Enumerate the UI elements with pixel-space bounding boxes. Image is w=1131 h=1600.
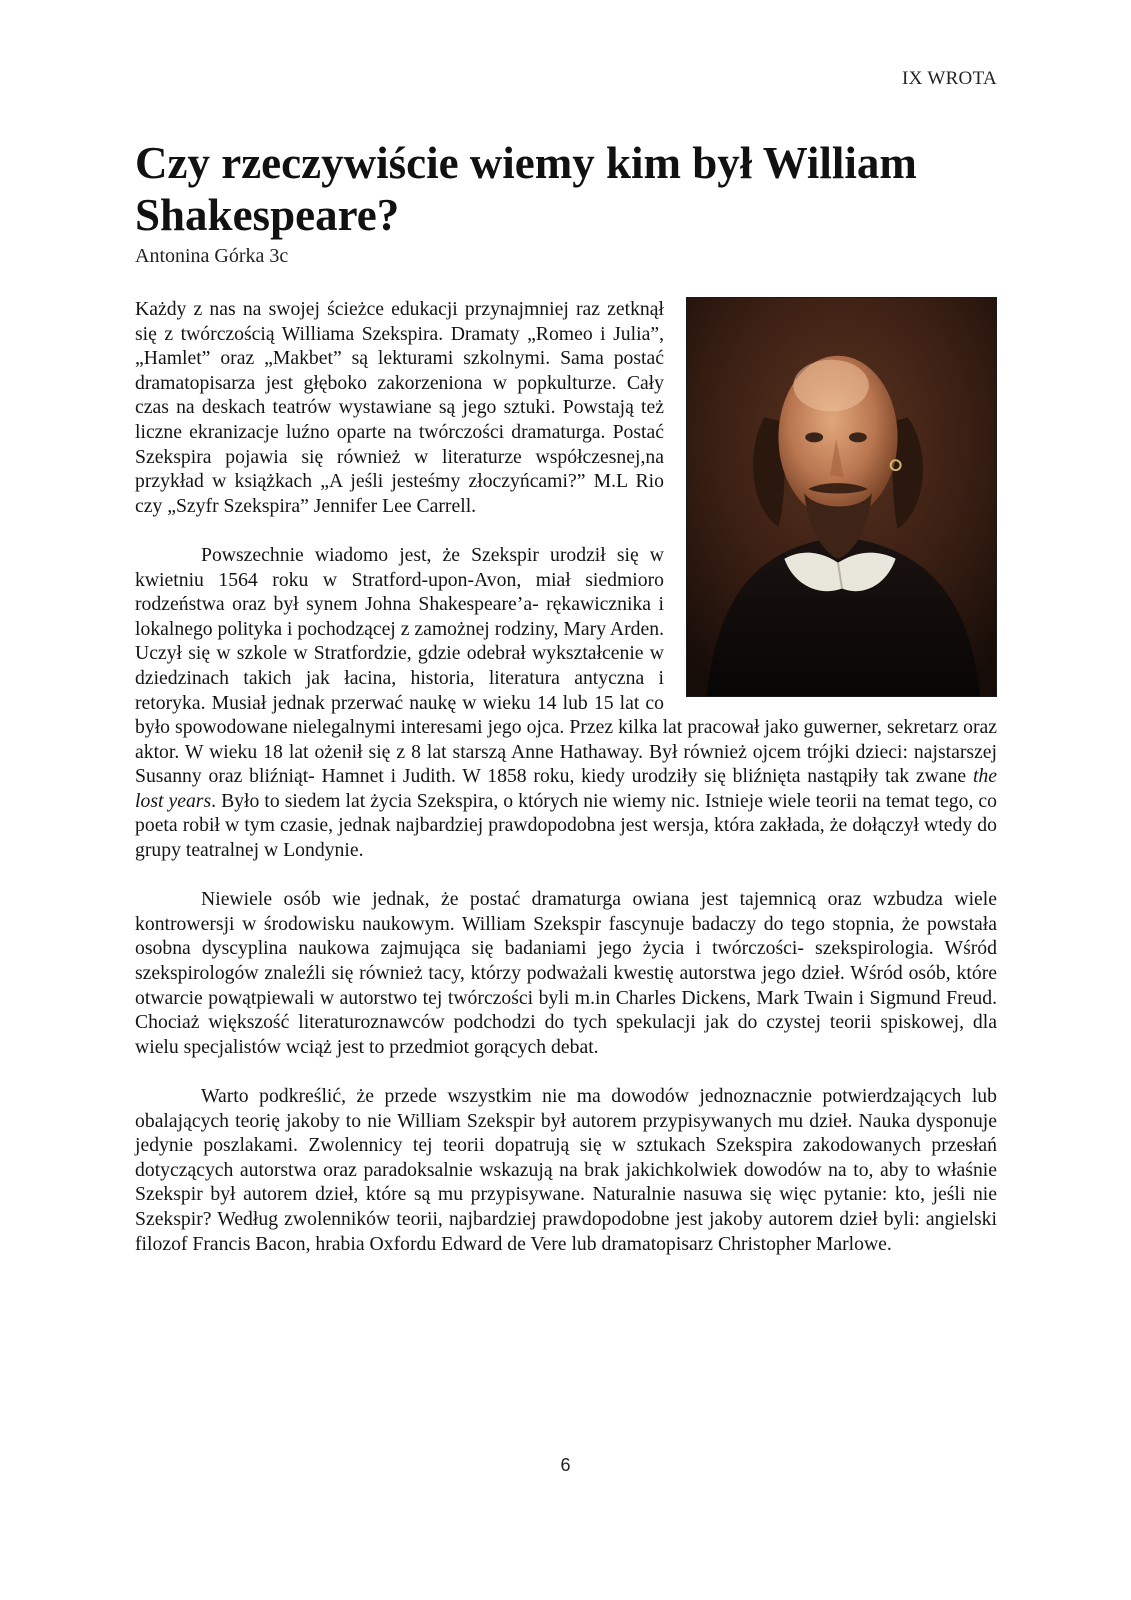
article-paragraph-3: Niewiele osób wie jednak, że postać dramaturga owiana jest tajemnicą oraz wzbudza wiele kontrowersji w środowisku naukowym. William Szekspir fascynuje badaczy do tego stopnia, że powstała osobna dyscyplina naukowa zajmująca się badaniami jego życia i twórczości- szekspirologia. Wśród szekspirologów znaleźli się również tacy, którzy podważali kwestię autorstwa jego dzieł. Wśród osób, które otwarcie powątpiewali w autorstwo tej twórczości byli m.in Charles Dickens, Mark Twain i Sigmund Freud. Chociaż większość literaturoznawców podchodzi do tych spekulacji jak do czystej teorii spiskowej, dla wielu specjalistów wciąż jest to przedmiot gorących debat.	[135, 888, 997, 1058]
page-number: 6	[560, 1455, 571, 1475]
article-paragraph-2-text-a: Powszechnie wiadomo jest, że Szekspir urodził się w kwietniu 1564 roku w Stratford-upon-Avon, miał siedmioro rodzeństwa oraz był synem Johna Shakespeare’a- rękawicznika i lokalnego polityka i pochodzącej z zamożnej rodziny, Mary Arden. Uczył się w szkole w Stratfordzie, gdzie odebrał wykształcenie w dziedzinach takich jak łacina, historia, literatura antyczna i retoryka. Musiał jednak przerwać naukę w wieku 14 lub 15 lat co było spowodowane nielegalnymi interesami jego ojca. Przez kilka lat pracował jako guwerner, sekretarz oraz aktor. W wieku 18 lat ożenił się z 8 lat starszą Anne Hathaway. Był również ojcem trójki dzieci: najstarszej Susanny oraz bliźniąt- Hamnet i Judith. W 1858 roku, kiedy urodziły się bliźnięta nastąpiły tak zwane	[135, 543, 997, 788]
the-lost-years-italic: the lost years	[135, 765, 997, 812]
shakespeare-portrait-image	[686, 297, 997, 697]
article-body	[135, 297, 997, 1256]
publication-header: IX WROTA	[902, 68, 997, 89]
article-paragraph-4: Warto podkreślić, że przede wszystkim nie ma dowodów jednoznacznie potwierdzających lub obalających teorię jakoby to nie William Szekspir był autorem przypisywanych mu dzieł. Nauka dysponuje jedynie poszlakami. Zwolennicy tej teorii dopatrują się w sztukach Szekspira zakodowanych przesłań dotyczących autorstwa oraz paradoksalnie wskazują na brak jakichkolwiek dowodów na to, aby to właśnie Szekspir był autorem dzieł, które są mu przypisywane. Naturalnie nasuwa się więc pytanie: kto, jeśli nie Szekspir? Według zwolenników teorii, najbardziej prawdopodobne jest jakoby autorem dzieł byli: angielski filozof Francis Bacon, hrabia Oxfordu Edward de Vere lub dramatopisarz Christopher Marlowe.	[135, 1085, 997, 1255]
article-paragraph-1: Każdy z nas na swojej ścieżce edukacji przynajmniej raz zetknął się z twórczością Williama Szekspira. Dramaty „Romeo i Julia”, „Hamlet” oraz „Makbet” są lekturami szkolnymi. Sama postać dramatopisarza jest głęboko zakorzeniona w popkulturze. Cały czas na deskach teatrów wystawiane są jego sztuki. Powstają też liczne ekranizacje luźno oparte na twórczości dramaturga. Postać Szekspira pojawia się również w literaturze współczesnej,na przykład w książkach „A jeśli jesteśmy złoczyńcami?” M.L Rio czy „Szyfr Szekspira” Jennifer Lee Carrell.	[135, 298, 664, 517]
article-author: Antonina Górka 3c	[135, 245, 289, 267]
article-paragraph-2-text-b: . Było to siedem lat życia Szekspira, o których nie wiemy nic. Istnieje wiele teorii na temat tego, co poeta robił w tym czasie, jednak najbardziej prawdopodobna jest wersja, która zakłada, że dołączył wtedy do grupy teatralnej w Londynie.	[135, 789, 998, 862]
article-title: Czy rzeczywiście wiemy kim był William Shakespeare?	[135, 138, 917, 240]
